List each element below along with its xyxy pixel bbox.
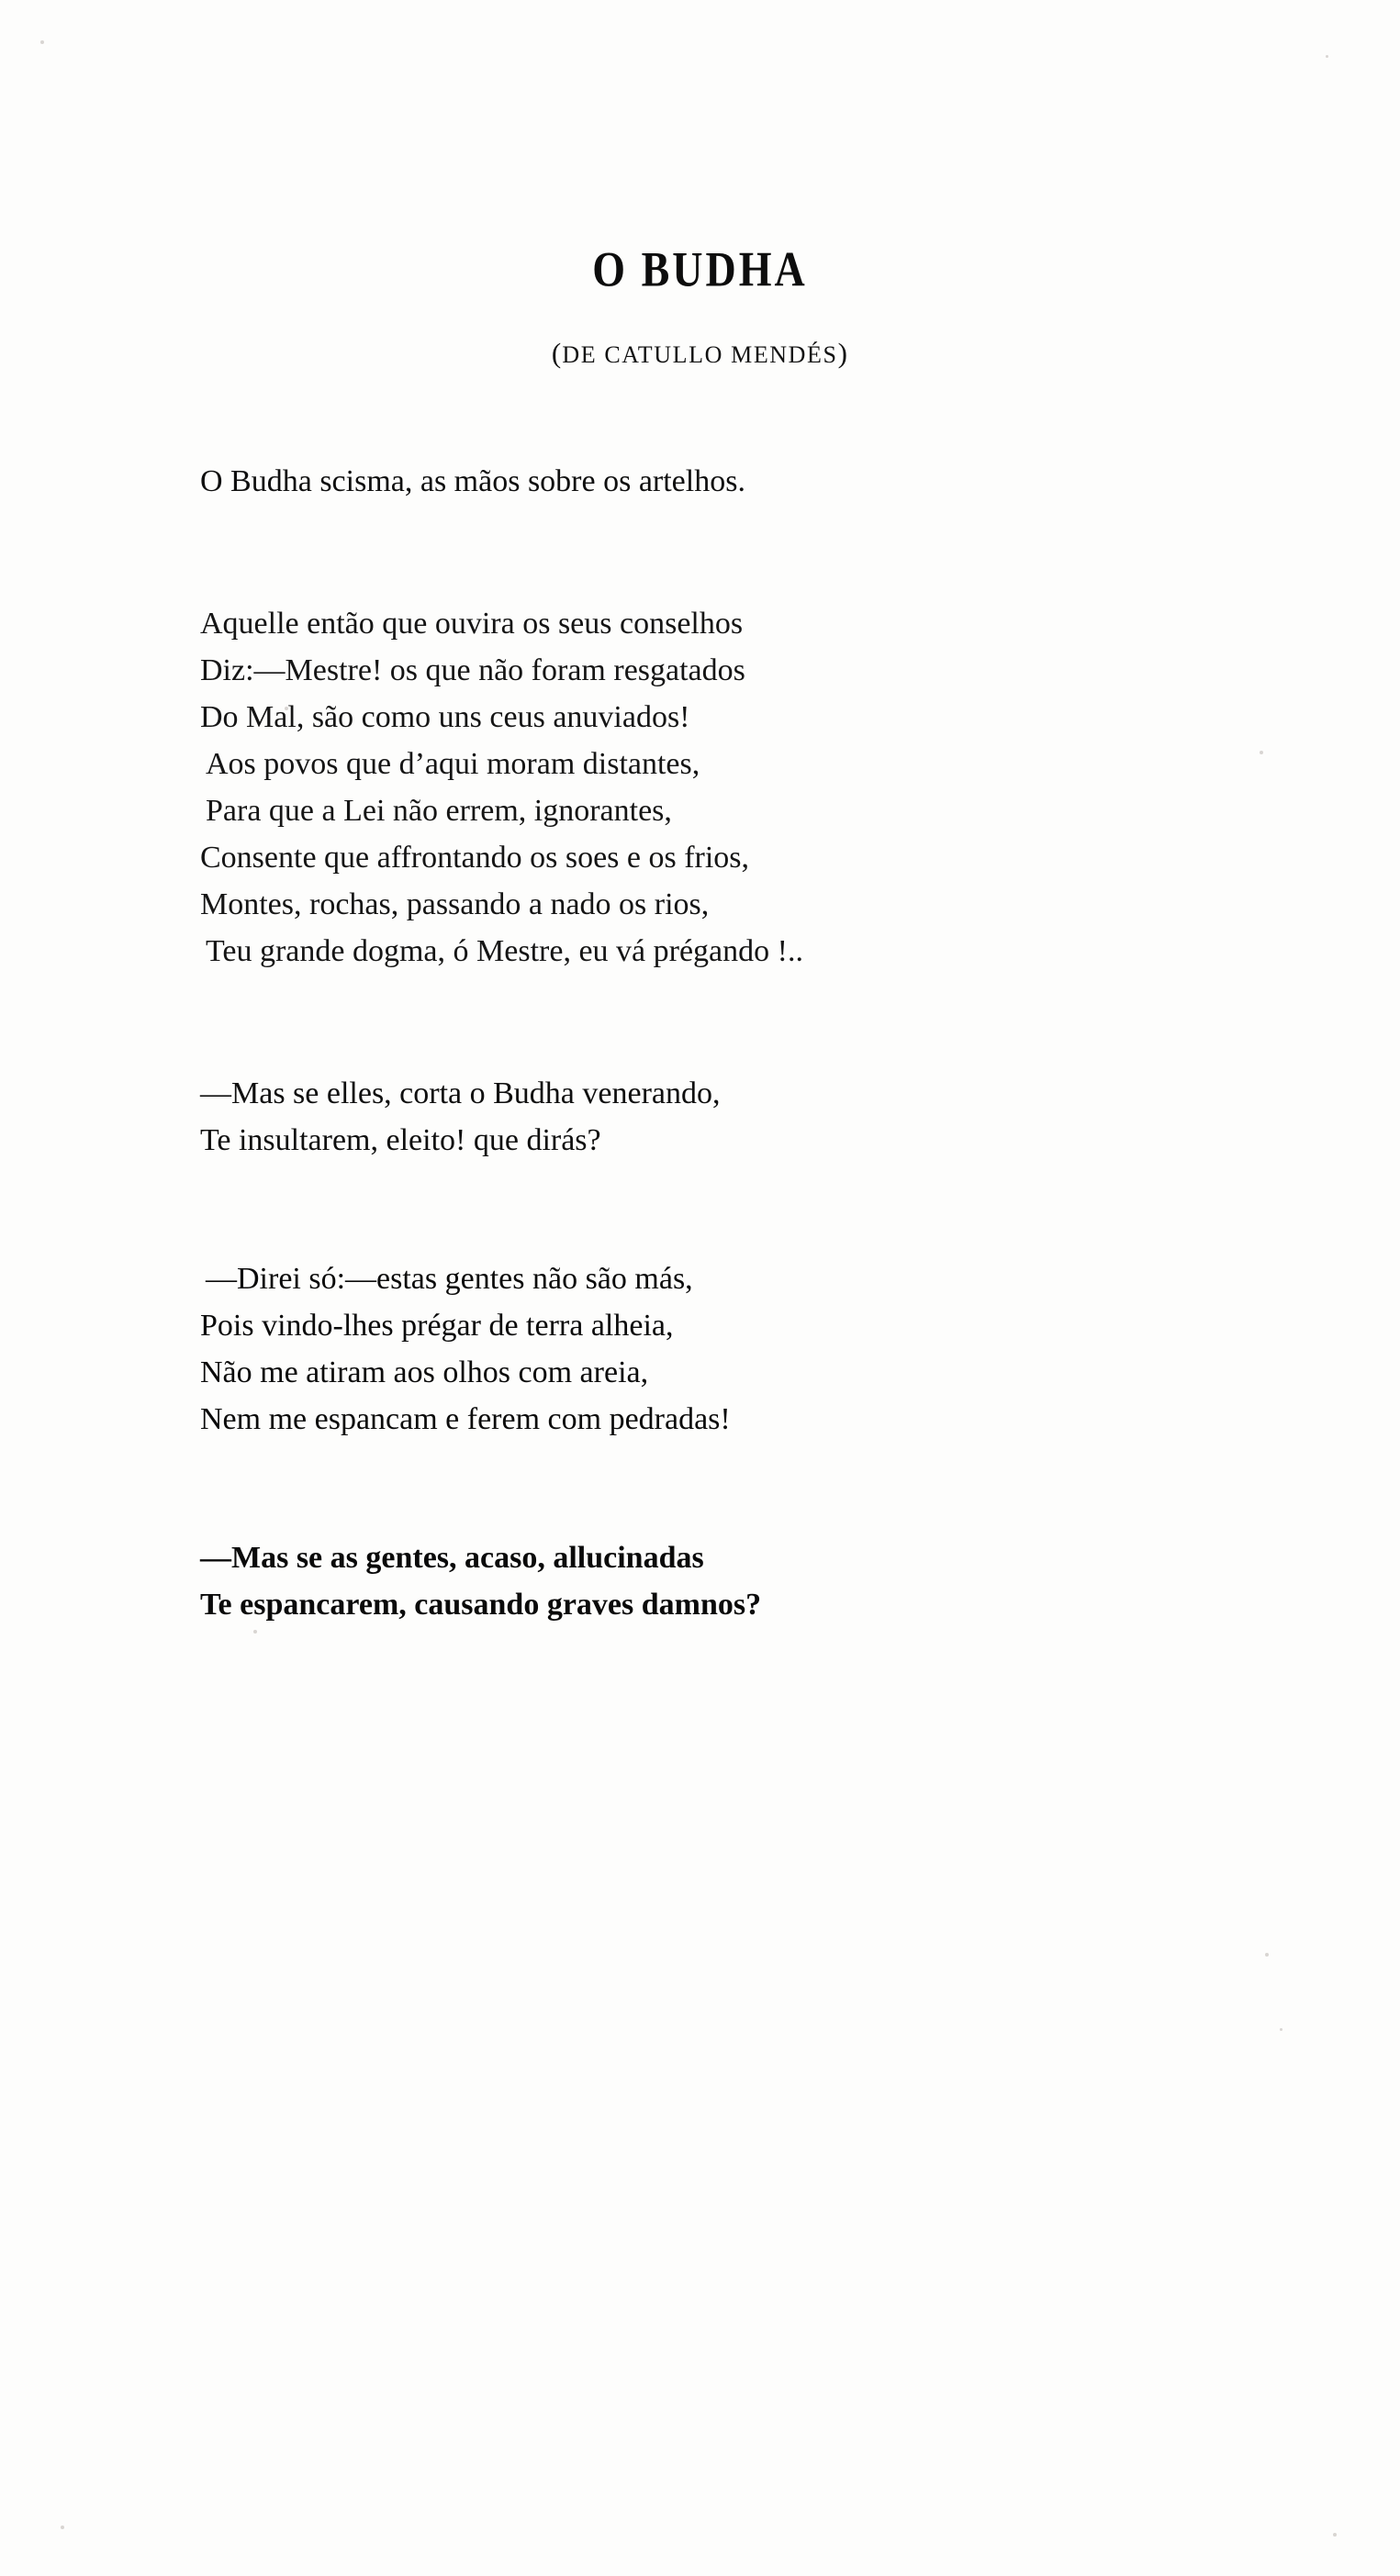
stanza (200, 600, 1400, 975)
stanza (200, 1070, 1400, 1164)
poem-line: Diz:—Mestre! os que não foram resgatados (200, 653, 745, 687)
poem-line: Do Mal, são como uns ceus anuviados! (200, 700, 690, 734)
attribution-close-paren: ) (837, 337, 849, 369)
stanza (200, 458, 1400, 505)
poem-line: Aos povos que d’aqui moram distantes, (206, 747, 700, 781)
stanza (200, 1534, 1400, 1628)
page-title: O BUDHA (592, 241, 808, 297)
poem-line: Para que a Lei não errem, ignorantes, (206, 794, 672, 828)
poem-line: —Mas se elles, corta o Budha venerando, (200, 1076, 721, 1110)
paper-speck (1333, 2533, 1337, 2537)
poem-line: Aquelle então que ouvira os seus conselhos (200, 607, 744, 641)
poem-line: —Direi só:—estas gentes não são más, (206, 1262, 693, 1296)
attribution-text: DE CATULLO MENDÉS (562, 341, 838, 368)
poem-line: Não me atiram aos olhos com areia, (200, 1355, 649, 1389)
paper-speck (1265, 1953, 1269, 1957)
poem-line: Nem me espancam e ferem com pedradas! (200, 1402, 731, 1436)
paper-speck (1280, 2028, 1282, 2031)
poem-line: Consente que affrontando os soes e os frios, (200, 841, 750, 875)
paper-speck (61, 2526, 64, 2529)
stanza (200, 1255, 1400, 1443)
poem-line: Te espancarem, causando graves damnos? (200, 1588, 762, 1622)
poem-attribution (0, 337, 1400, 370)
poem-line: —Mas se as gentes, acaso, allucinadas (200, 1541, 704, 1575)
stanza-list (0, 458, 1400, 1628)
poem-line: Te insultarem, eleito! que dirás? (200, 1123, 601, 1157)
poem-line: Montes, rochas, passando a nado os rios, (200, 887, 710, 921)
attribution-open-paren: ( (551, 337, 563, 369)
poem-line: Teu grande dogma, ó Mestre, eu vá prégando !.. (206, 934, 803, 968)
poem-line: Pois vindo-lhes prégar de terra alheia, (200, 1309, 674, 1343)
poem-line: O Budha scisma, as mãos sobre os artelhos. (200, 464, 745, 498)
